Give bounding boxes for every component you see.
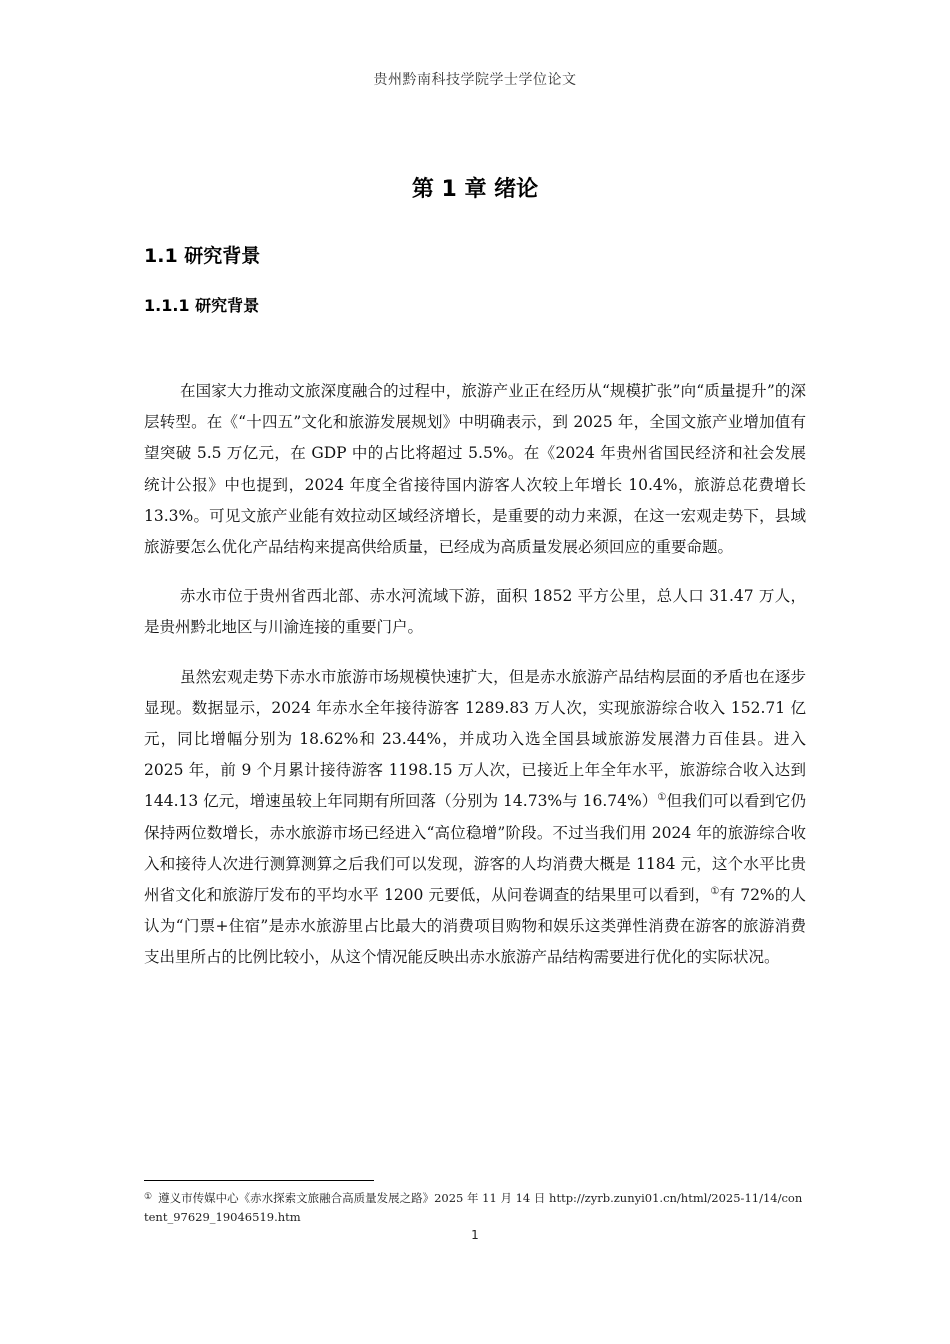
section-heading: 1.1 研究背景 xyxy=(144,245,261,267)
footnote-text: 遵义市传媒中心《赤水探索文旅融合高质量发展之路》2025 年 11 月 14 日 http://zyrb.zunyi01.cn/html/2025-11/14/content_97629_19046519.htm xyxy=(144,1191,803,1224)
page-number: 1 xyxy=(471,1228,479,1242)
chapter-title: 第 1 章 绪论 xyxy=(411,177,539,202)
footnote-reference[interactable]: ① xyxy=(710,885,720,897)
running-header: 贵州黔南科技学院学士学位论文 xyxy=(373,72,577,88)
footnote-marker: ① xyxy=(144,1192,153,1202)
footnote-reference[interactable]: ① xyxy=(657,792,667,804)
paragraph-text-part-2: 但我们可以看到它仍保持两位数增长，赤水旅游市场已经进入“高位稳增”阶段。不过当我们用 2024 年的旅游综合收入和接待人次进行测算测算之后我们可以发现，游客的人均消费大概是 1184 元，这个水平比贵州省文化和旅游厅发布的平均水平 1200 元要低，从问卷调查的结果里可以看到， xyxy=(144,792,806,905)
paragraph-market-analysis xyxy=(144,662,806,974)
paragraph-background: 在国家大力推动文旅深度融合的过程中，旅游产业正在经历从“规模扩张”向“质量提升”的深层转型。在《“十四五”文化和旅游发展规划》中明确表示，到 2025 年，全国文旅产业增加值有望突破 5.5 万亿元，在 GDP 中的占比将超过 5.5%。在《2024 年贵州省国民经济和社会发展统计公报》中也提到，2024 年度全省接待国内游客人次较上年增长 10.4%，旅游总花费增长 13.3%。可见文旅产业能有效拉动区域经济增长，是重要的动力来源，在这一宏观走势下，县域旅游要怎么优化产品结构来提高供给质量，已经成为高质量发展必须回应的重要命题。 xyxy=(144,382,806,557)
paragraph-location: 赤水市位于贵州省西北部、赤水河流域下游，面积 1852 平方公里，总人口 31.47 万人，是贵州黔北地区与川渝连接的重要门户。 xyxy=(144,587,806,637)
subsection-heading: 1.1.1 研究背景 xyxy=(144,296,260,315)
footnote xyxy=(144,1188,806,1227)
body-text xyxy=(144,376,806,992)
paragraph-text-part-1: 虽然宏观走势下赤水市旅游市场规模快速扩大，但是赤水旅游产品结构层面的矛盾也在逐步显现。数据显示，2024 年赤水全年接待游客 1289.83 万人次，实现旅游综合收入 152.71 亿元，同比增幅分别为 18.62%和 23.44%，并成功入选全国县域旅游发展潜力百佳县。进入 2025 年，前 9 个月累计接待游客 1198.15 万人次，已接近上年全年水平，旅游综合收入达到 144.13 亿元，增速虽较上年同期有所回落（分别为 14.73%与 16.74%） xyxy=(144,667,806,811)
paragraph-text-part-3: 有 72%的人认为“门票+住宿”是赤水旅游里占比最大的消费项目购物和娱乐这类弹性消费在游客的旅游消费支出里所占的比例比较小，从这个情况能反映出赤水旅游产品结构需要进行优化的实际状况。 xyxy=(144,886,806,967)
footnote-divider xyxy=(144,1180,374,1181)
